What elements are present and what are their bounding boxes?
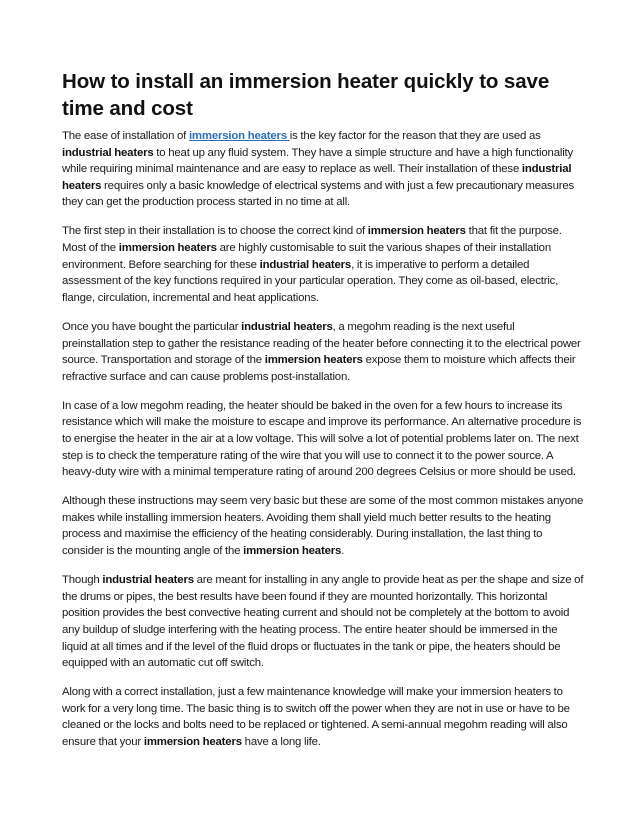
paragraph-5 — [62, 493, 584, 559]
page-title: How to install an immersion heater quickly to save time and cost — [62, 70, 550, 120]
bold-keyword: industrial heaters — [62, 163, 572, 192]
text-run: are meant for installing in any angle to provide heat as per the shape and size of the drums or pipes, the best results have been found if they are mounted horizontally. This horizontal position provides the best convective heating current and should not be completely at the bottom to avoid any buildup of sludge interfering with the heating process. The entire heater should be immersed in the liquid at all times and if the level of the fluid drops or fluctuates in the tank or pipe, the heaters should be equipped with an automatic cut off switch. — [62, 574, 584, 670]
bold-keyword: industrial heaters — [259, 258, 352, 271]
text-run: expose them to moisture which affects their refractive surface and can cause problems post-installation. — [62, 354, 576, 383]
text-run: Along with a correct installation, just a few maintenance knowledge will make your immersion heaters to work for a very long time. The basic thing is to switch off the power when they are not in use or have to be cleaned or the locks and bolts need to be replaced or tightened. A semi-annual megohm reading will also ensure that your — [62, 686, 570, 748]
paragraph-3 — [62, 319, 584, 385]
document-page — [62, 68, 584, 763]
text-run: The first step in their installation is to choose the correct kind of — [62, 225, 368, 238]
paragraph-7 — [62, 684, 584, 750]
text-run: that fit the purpose. Most of the — [62, 225, 562, 255]
bold-keyword: immersion heaters — [143, 736, 242, 748]
text-run: The ease of installation of — [62, 130, 189, 142]
text-run: have a long life. — [241, 736, 321, 748]
article-body — [62, 128, 584, 751]
paragraph-4 — [62, 398, 584, 481]
text-run: In case of a low megohm reading, the heater should be baked in the oven for a few hours to increase its resistance which will make the moisture to escape and improve its performance. An alternative procedure is to energise the heater in the air at a low voltage. This will solve a lot of potential problems later on. The next step is to check the temperature rating of the wire that you will use to connect it to the power source. A heavy-duty wire with a minimal temperature rating of around 200 degrees Celsius or more should be used. — [62, 399, 582, 479]
paragraph-1 — [62, 128, 584, 211]
immersion-heaters-link[interactable]: immersion heaters — [188, 130, 290, 142]
text-run: Once you have bought the particular — [62, 320, 242, 333]
bold-keyword: immersion heaters — [264, 354, 363, 367]
text-run: are highly customisable to suit the various shapes of their installation environment. Before searching for these — [62, 242, 551, 271]
text-run: . — [341, 545, 345, 558]
bold-keyword: industrial heaters — [62, 146, 154, 159]
text-run: , a megohm reading is the next useful preinstallation step to gather the resistance reading of the heater before connecting it to the electrical power source. Transportation and storage of the — [62, 320, 581, 367]
text-run: to heat up any fluid system. They have a simple structure and have a high functionality while requiring minimal maintenance and are easy to replace as well. Their installation of these — [62, 146, 574, 176]
bold-keyword: immersion heaters — [367, 225, 466, 238]
text-run: , it is imperative to perform a detailed assessment of the key functions required in your particular operation. They come as oil-based, electric, flange, circulation, incremental and heat applications. — [62, 258, 559, 304]
text-run: Though — [62, 574, 103, 587]
paragraph-6 — [62, 572, 584, 672]
bold-keyword: industrial heaters — [102, 574, 194, 587]
text-run: Although these instructions may seem very basic but these are some of the most common mistakes anyone makes while installing immersion heaters. Avoiding them shall yield much better results to the heating process and maximise the efficiency of the heating considerably. During installation, the last thing to consider is the mounting angle of the — [62, 495, 584, 558]
bold-keyword: immersion heaters — [118, 242, 217, 255]
paragraph-2 — [62, 223, 584, 306]
text-run: requires only a basic knowledge of electrical systems and with just a few precautionary measures they can get the production process started in no time at all. — [62, 179, 575, 209]
bold-keyword: industrial heaters — [241, 320, 333, 333]
bold-keyword: immersion heaters — [243, 545, 342, 558]
text-run: is the key factor for the reason that they are used as — [289, 130, 541, 142]
